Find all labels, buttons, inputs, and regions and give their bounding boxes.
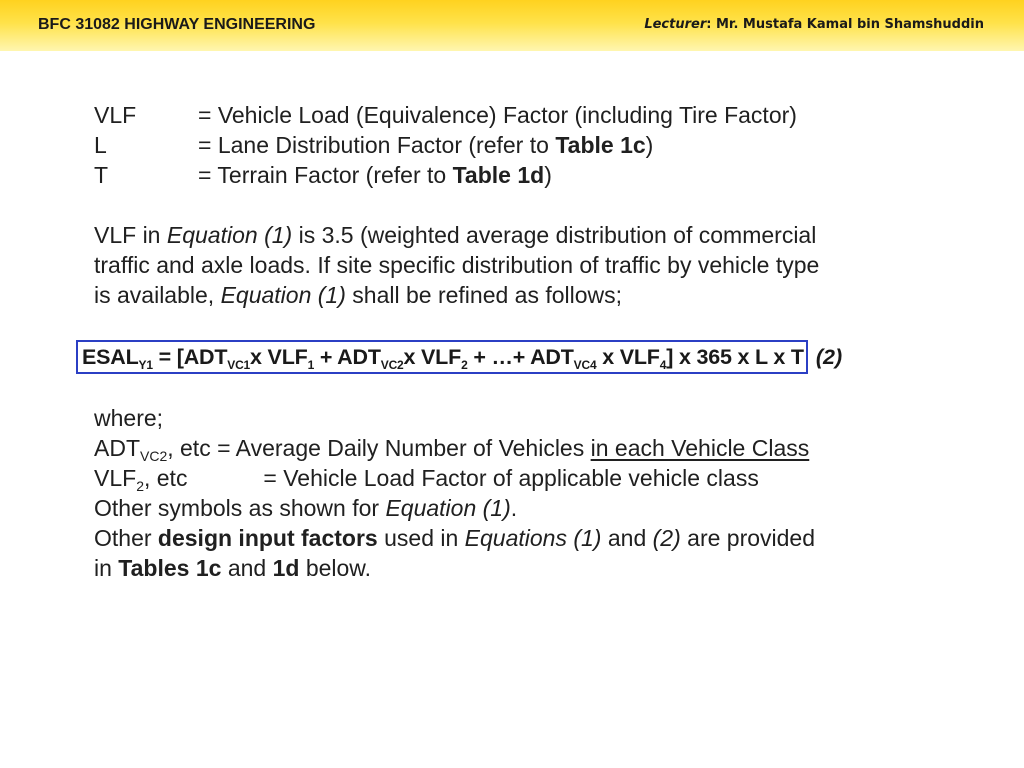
tables-line: in Tables 1c and 1d below. bbox=[94, 555, 372, 581]
where-section bbox=[94, 403, 974, 583]
equation-box: $ESAL_{Y1} = [ADT_{VC1}x$ $VLF_1 + ADT_{VC2}x$ $VLF_2$ + …+ $ADT_{VC4}$ x $VLF_4$] x 365 x L x T bbox=[76, 340, 808, 374]
equation-number: (2) bbox=[815, 345, 843, 369]
paragraph-line-2: traffic and axle loads. If site specific distribution of traffic by vehicle type bbox=[94, 252, 820, 278]
definition-text: = Lane Distribution Factor (refer to bbox=[198, 132, 556, 158]
equation-row bbox=[76, 340, 842, 374]
equation-reference: Equation (1) bbox=[385, 495, 511, 521]
design-factors-line: Other design input factors used in Equations (1) and (2) are provided bbox=[94, 525, 816, 551]
where-title: where; bbox=[94, 405, 164, 431]
where-adt: $ADT_{VC2}$, etc = Average Daily Number of Vehicles in each Vehicle Class bbox=[94, 435, 810, 464]
slide-header bbox=[0, 0, 1024, 51]
paragraph-line-1: VLF in Equation (1) is 3.5 (weighted average distribution of commercial bbox=[94, 222, 817, 248]
where-vlf: $VLF_2$, etc = Vehicle Load Factor of applicable vehicle class bbox=[94, 465, 759, 494]
lecturer-credit bbox=[644, 17, 984, 32]
course-title: BFC 31082 HIGHWAY ENGINEERING bbox=[38, 16, 316, 33]
definition-text: = Terrain Factor (refer to bbox=[198, 162, 453, 188]
slide-body bbox=[94, 100, 974, 310]
underlined-phrase: in each Vehicle Class bbox=[590, 435, 810, 461]
paragraph-line-3: is available, Equation (1) shall be refined as follows; bbox=[94, 282, 623, 308]
table-reference: Table 1d bbox=[452, 162, 545, 188]
equation-reference: Equation (1) bbox=[166, 222, 293, 248]
definition-vlf bbox=[94, 100, 974, 130]
definition-t: T = Terrain Factor (refer to Table 1d) bbox=[94, 162, 552, 188]
table-reference: Table 1c bbox=[555, 132, 646, 158]
where-symbol: $ADT_{VC2}$, etc bbox=[94, 435, 211, 464]
definition-l: L = Lane Distribution Factor (refer to Table 1c) bbox=[94, 132, 654, 158]
equation-reference: Equation (1) bbox=[220, 282, 346, 308]
definition-symbol: T bbox=[94, 162, 109, 188]
where-symbol: $VLF_2$, etc bbox=[94, 465, 188, 494]
definition-text: = Vehicle Load (Equivalence) Factor (including Tire Factor) bbox=[198, 102, 797, 128]
other-symbols-line: Other symbols as shown for Equation (1). bbox=[94, 495, 518, 521]
lecturer-name: : Mr. Mustafa Kamal bin Shamshuddin bbox=[706, 17, 984, 32]
definition-symbol: VLF bbox=[94, 102, 137, 128]
lecturer-label: Lecturer bbox=[644, 17, 707, 32]
definition-symbol: L bbox=[94, 132, 107, 158]
